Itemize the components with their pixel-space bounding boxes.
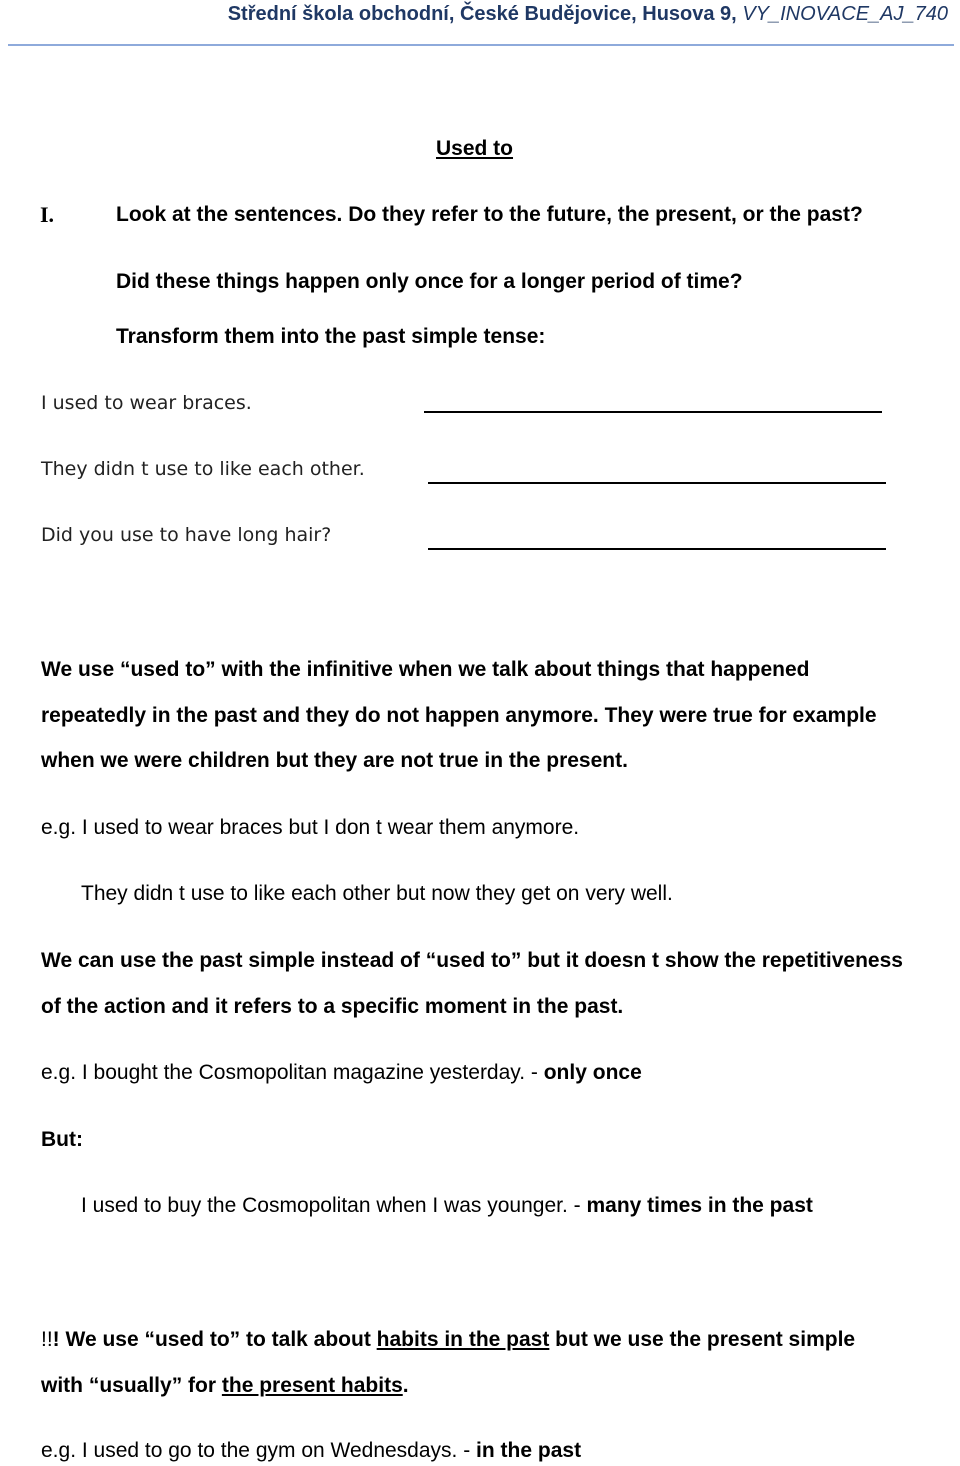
example-3 (41, 1062, 642, 1083)
instruction-1: Look at the sentences. Do they refer to the future, the present, or the past? (116, 203, 863, 226)
note-text: to talk about (240, 1328, 377, 1351)
instruction-3: Transform them into the past simple tense: (116, 325, 546, 348)
example-2: They didn t use to like each other but now they get on very well. (81, 882, 673, 905)
example-note: only once (543, 1061, 642, 1084)
note-text: for (182, 1374, 222, 1397)
example-note: many times in the past (586, 1194, 813, 1217)
example-1: e.g. I used to wear braces but I don t wear them anymore. (41, 816, 580, 839)
header-divider (8, 44, 954, 46)
note-line-1: !!! We use “used to” to talk about habits in the past but we use the present simple (41, 1328, 856, 1351)
rule-text: We use (41, 658, 120, 681)
note-text: . (402, 1374, 409, 1397)
note-line-2: with “usually” for the present habits. (41, 1374, 409, 1397)
rule-text: We can use the past simple instead of (41, 949, 426, 972)
exercise-number: I. (40, 202, 55, 227)
exercise-sentence-1: I used to wear braces. (41, 392, 252, 414)
note-text: We use (59, 1328, 145, 1351)
rule-keyword: used to (436, 949, 511, 972)
exclamation-mark: ! (52, 1328, 60, 1351)
answer-blank-1[interactable] (424, 411, 882, 413)
note-underlined: the present habits (221, 1374, 403, 1397)
rule-paragraph-1-line-2: repeatedly in the past and they do not happen anymore. They were true for example (41, 704, 877, 727)
exercise-sentence-3: Did you use to have long hair? (41, 524, 332, 546)
answer-blank-3[interactable] (428, 548, 886, 550)
note-text: but we use the present simple (549, 1328, 856, 1351)
rule-paragraph-1-line-1: We use “used to” with the infinitive when we talk about things that happened (41, 658, 810, 681)
rule-text: but it doesn t show the repetitiveness (521, 949, 903, 972)
page-title: Used to (436, 137, 514, 160)
example-text: e.g. I used to go to the gym on Wednesdays. - (41, 1439, 477, 1462)
note-text: with (41, 1374, 89, 1397)
rule-paragraph-2-line-2: of the action and it refers to a specific moment in the past. (41, 995, 624, 1018)
note-keyword: used to (154, 1328, 230, 1351)
example-text: e.g. I bought the Cosmopolitan magazine yesterday. - (41, 1061, 544, 1084)
note-keyword: usually (99, 1374, 172, 1397)
rule-text: with the infinitive when we talk about things that happened (215, 658, 810, 681)
example-5 (41, 1440, 581, 1461)
example-text: I used to buy the Cosmopolitan when I was younger. - (81, 1194, 587, 1217)
instruction-2: Did these things happen only once for a longer period of time? (116, 270, 743, 293)
exclamation-mark: !! (41, 1328, 53, 1351)
example-note: in the past (476, 1439, 582, 1462)
note-underlined: habits in the past (376, 1328, 550, 1351)
exercise-sentence-2: They didn t use to like each other. (41, 458, 365, 480)
rule-paragraph-1-line-3: when we were children but they are not true in the present. (41, 749, 628, 772)
rule-paragraph-2-line-1: We can use the past simple instead of “used to” but it doesn t show the repetitiveness (41, 949, 903, 972)
answer-blank-2[interactable] (428, 482, 886, 484)
but-label: But: (41, 1128, 83, 1151)
material-code: VY_INOVACE_AJ_740 (742, 3, 948, 25)
example-4 (81, 1195, 813, 1216)
school-name: Střední škola obchodní, České Budějovice, Husova 9, (227, 3, 737, 25)
page-header (228, 4, 948, 24)
rule-keyword: used to (130, 658, 206, 681)
